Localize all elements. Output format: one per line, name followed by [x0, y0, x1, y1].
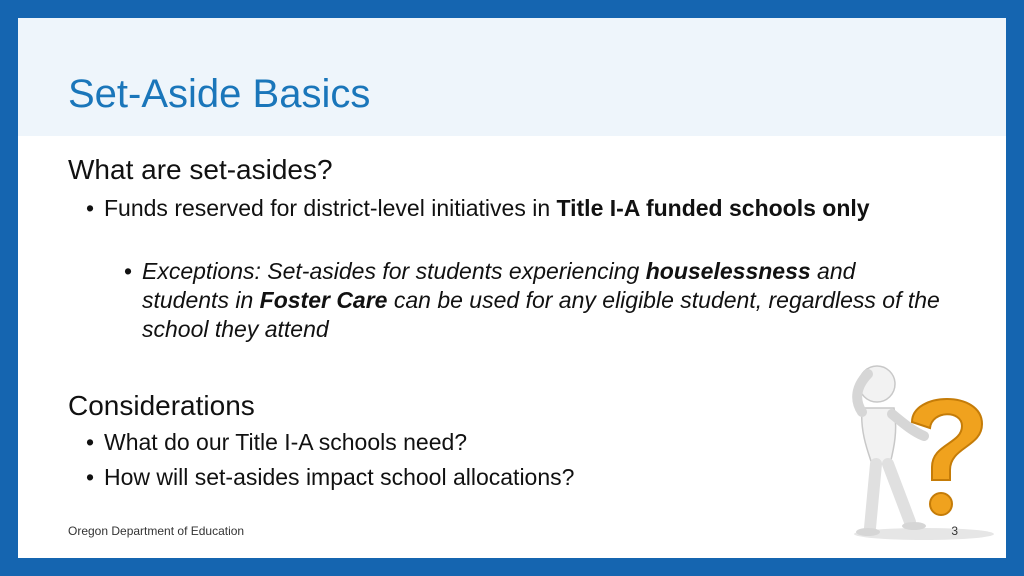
bullet-school-allocations: • How will set-asides impact school allocations? — [86, 464, 575, 490]
bullet-dot: • — [86, 195, 95, 221]
section-heading-considerations: Considerations — [68, 390, 255, 421]
page-number: 3 — [951, 524, 958, 538]
slide-title: Set-Aside Basics — [68, 72, 371, 116]
bullet-title-schools-need: • What do our Title I-A schools need? — [86, 429, 468, 455]
sub-bullet-exceptions: • Exceptions: Set-asides for students experiencing houselessness and students in Foster Care can be used for any eligible student, regardless of the school they attend — [124, 258, 940, 342]
thinking-person-question-mark-icon — [832, 352, 1002, 542]
bullet-dot: • — [124, 258, 133, 284]
slide — [18, 18, 1006, 558]
bullet-dot: • — [86, 429, 95, 455]
bullet-funds-reserved: • Funds reserved for district-level initiatives in Title I-A funded schools only — [86, 195, 870, 221]
bullet-dot: • — [86, 464, 95, 490]
section-heading-set-asides: What are set-asides? — [68, 154, 333, 185]
footer-organization: Oregon Department of Education — [68, 524, 245, 538]
